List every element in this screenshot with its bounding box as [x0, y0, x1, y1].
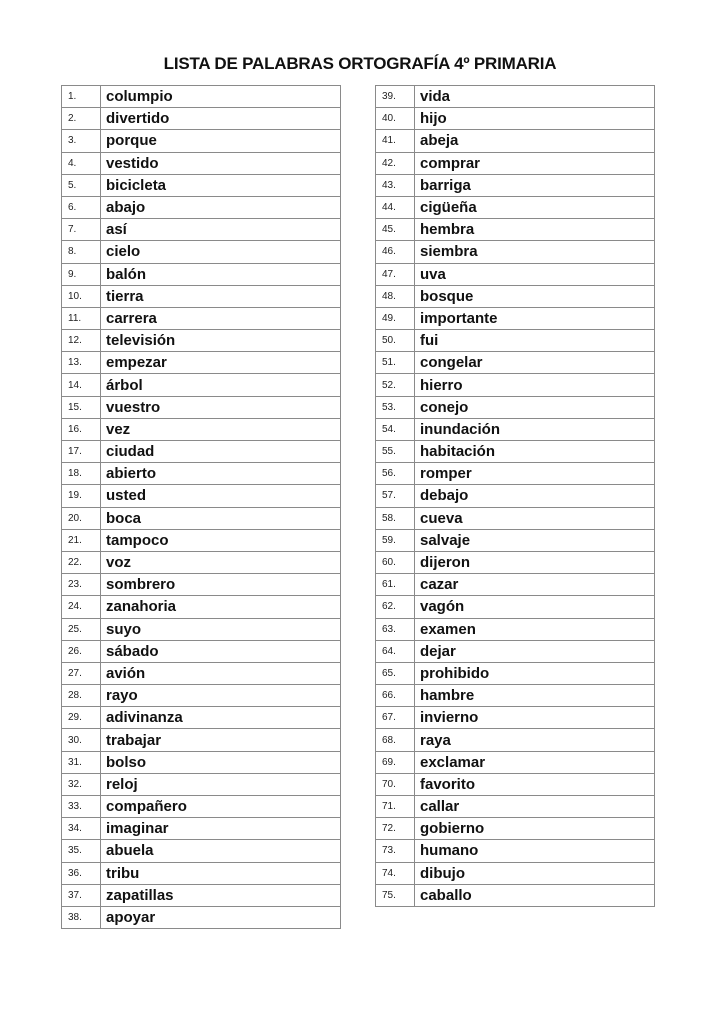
row-word: tierra [101, 285, 341, 307]
table-row [376, 618, 655, 640]
row-number: 6. [62, 196, 101, 218]
row-word: debajo [415, 485, 655, 507]
table-row [62, 840, 341, 862]
row-number: 58. [376, 507, 415, 529]
row-number: 65. [376, 662, 415, 684]
row-number: 61. [376, 574, 415, 596]
row-word: árbol [101, 374, 341, 396]
row-word: divertido [101, 108, 341, 130]
table-row [62, 196, 341, 218]
table-row [62, 507, 341, 529]
row-word: carrera [101, 307, 341, 329]
table-row [62, 685, 341, 707]
row-word: vez [101, 418, 341, 440]
row-number: 67. [376, 707, 415, 729]
table-row [376, 418, 655, 440]
word-list-right [376, 86, 655, 907]
row-word: exclamar [415, 751, 655, 773]
table-row [62, 574, 341, 596]
table-row [376, 574, 655, 596]
row-word: imaginar [101, 818, 341, 840]
row-word: dibujo [415, 862, 655, 884]
row-number: 51. [376, 352, 415, 374]
row-word: hambre [415, 685, 655, 707]
row-word: tribu [101, 862, 341, 884]
row-number: 56. [376, 463, 415, 485]
row-number: 14. [62, 374, 101, 396]
table-row [62, 463, 341, 485]
row-word: cazar [415, 574, 655, 596]
row-word: humano [415, 840, 655, 862]
table-row [376, 219, 655, 241]
row-number: 66. [376, 685, 415, 707]
row-number: 18. [62, 463, 101, 485]
row-word: caballo [415, 884, 655, 906]
table-row [62, 729, 341, 751]
row-word: boca [101, 507, 341, 529]
table-row [376, 818, 655, 840]
table-row [376, 86, 655, 108]
row-word: rayo [101, 685, 341, 707]
table-row [376, 707, 655, 729]
row-word: dejar [415, 640, 655, 662]
row-number: 22. [62, 551, 101, 573]
table-row [376, 507, 655, 529]
row-word: cigüeña [415, 196, 655, 218]
row-word: voz [101, 551, 341, 573]
table-row [62, 307, 341, 329]
row-number: 44. [376, 196, 415, 218]
row-word: dijeron [415, 551, 655, 573]
row-number: 40. [376, 108, 415, 130]
row-number: 23. [62, 574, 101, 596]
row-number: 7. [62, 219, 101, 241]
row-number: 29. [62, 707, 101, 729]
row-word: comprar [415, 152, 655, 174]
table-row [376, 862, 655, 884]
table-row [376, 196, 655, 218]
table-row [62, 130, 341, 152]
table-row [376, 773, 655, 795]
table-row [376, 529, 655, 551]
row-number: 74. [376, 862, 415, 884]
row-word: congelar [415, 352, 655, 374]
table-row [62, 640, 341, 662]
table-row [62, 241, 341, 263]
row-word: abierto [101, 463, 341, 485]
table-row [376, 840, 655, 862]
row-number: 21. [62, 529, 101, 551]
row-word: columpio [101, 86, 341, 108]
row-number: 54. [376, 418, 415, 440]
row-number: 57. [376, 485, 415, 507]
row-number: 17. [62, 441, 101, 463]
table-row [62, 152, 341, 174]
row-number: 10. [62, 285, 101, 307]
row-number: 27. [62, 662, 101, 684]
row-number: 71. [376, 796, 415, 818]
table-row [376, 729, 655, 751]
row-number: 4. [62, 152, 101, 174]
row-word: prohibido [415, 662, 655, 684]
row-number: 16. [62, 418, 101, 440]
row-word: invierno [415, 707, 655, 729]
row-word: ciudad [101, 441, 341, 463]
row-number: 39. [376, 86, 415, 108]
row-word: así [101, 219, 341, 241]
row-number: 32. [62, 773, 101, 795]
row-number: 9. [62, 263, 101, 285]
table-row [376, 751, 655, 773]
row-word: conejo [415, 396, 655, 418]
word-table-right [375, 85, 655, 907]
row-word: trabajar [101, 729, 341, 751]
table-row [376, 796, 655, 818]
row-number: 42. [376, 152, 415, 174]
row-word: balón [101, 263, 341, 285]
row-word: zapatillas [101, 884, 341, 906]
table-row [62, 219, 341, 241]
row-word: hijo [415, 108, 655, 130]
row-word: zanahoria [101, 596, 341, 618]
table-row [62, 86, 341, 108]
row-number: 11. [62, 307, 101, 329]
table-row [62, 374, 341, 396]
row-number: 20. [62, 507, 101, 529]
row-number: 45. [376, 219, 415, 241]
row-number: 13. [62, 352, 101, 374]
row-word: compañero [101, 796, 341, 818]
table-row [376, 685, 655, 707]
table-row [62, 662, 341, 684]
table-row [62, 596, 341, 618]
table-row [62, 174, 341, 196]
row-word: sábado [101, 640, 341, 662]
row-number: 24. [62, 596, 101, 618]
table-row [376, 330, 655, 352]
row-word: uva [415, 263, 655, 285]
table-row [62, 330, 341, 352]
row-number: 47. [376, 263, 415, 285]
row-word: bolso [101, 751, 341, 773]
table-row [376, 596, 655, 618]
row-word: examen [415, 618, 655, 640]
row-word: importante [415, 307, 655, 329]
table-row [62, 862, 341, 884]
table-row [62, 618, 341, 640]
row-word: porque [101, 130, 341, 152]
row-number: 49. [376, 307, 415, 329]
row-word: salvaje [415, 529, 655, 551]
table-row [62, 751, 341, 773]
row-word: abuela [101, 840, 341, 862]
table-row [376, 241, 655, 263]
row-number: 60. [376, 551, 415, 573]
table-row [376, 551, 655, 573]
row-number: 35. [62, 840, 101, 862]
row-number: 52. [376, 374, 415, 396]
row-word: cielo [101, 241, 341, 263]
table-row [62, 796, 341, 818]
row-number: 48. [376, 285, 415, 307]
row-number: 25. [62, 618, 101, 640]
row-number: 28. [62, 685, 101, 707]
table-row [376, 152, 655, 174]
row-number: 70. [376, 773, 415, 795]
row-number: 63. [376, 618, 415, 640]
row-number: 46. [376, 241, 415, 263]
row-word: vagón [415, 596, 655, 618]
table-row [62, 108, 341, 130]
table-row [376, 130, 655, 152]
row-number: 62. [376, 596, 415, 618]
row-word: usted [101, 485, 341, 507]
row-number: 1. [62, 86, 101, 108]
row-word: bosque [415, 285, 655, 307]
row-word: callar [415, 796, 655, 818]
row-number: 68. [376, 729, 415, 751]
row-word: cueva [415, 507, 655, 529]
row-number: 15. [62, 396, 101, 418]
row-word: suyo [101, 618, 341, 640]
row-word: gobierno [415, 818, 655, 840]
row-word: inundación [415, 418, 655, 440]
row-word: hierro [415, 374, 655, 396]
row-word: favorito [415, 773, 655, 795]
row-word: vuestro [101, 396, 341, 418]
row-word: abeja [415, 130, 655, 152]
row-word: habitación [415, 441, 655, 463]
table-row [62, 441, 341, 463]
row-number: 8. [62, 241, 101, 263]
table-row [376, 174, 655, 196]
row-number: 55. [376, 441, 415, 463]
row-number: 43. [376, 174, 415, 196]
row-number: 75. [376, 884, 415, 906]
row-word: romper [415, 463, 655, 485]
word-table-left [61, 85, 341, 929]
row-word: reloj [101, 773, 341, 795]
table-row [62, 707, 341, 729]
row-number: 36. [62, 862, 101, 884]
row-number: 31. [62, 751, 101, 773]
row-word: televisión [101, 330, 341, 352]
table-row [376, 463, 655, 485]
row-number: 73. [376, 840, 415, 862]
row-word: vestido [101, 152, 341, 174]
table-row [376, 307, 655, 329]
row-number: 64. [376, 640, 415, 662]
row-word: barriga [415, 174, 655, 196]
table-row [376, 485, 655, 507]
row-word: raya [415, 729, 655, 751]
row-number: 72. [376, 818, 415, 840]
table-row [62, 352, 341, 374]
row-number: 53. [376, 396, 415, 418]
table-row [62, 396, 341, 418]
table-row [62, 418, 341, 440]
row-word: siembra [415, 241, 655, 263]
row-number: 30. [62, 729, 101, 751]
table-row [376, 396, 655, 418]
row-word: hembra [415, 219, 655, 241]
table-row [376, 285, 655, 307]
table-row [62, 818, 341, 840]
table-row [62, 263, 341, 285]
row-word: fui [415, 330, 655, 352]
row-word: abajo [101, 196, 341, 218]
table-row [376, 352, 655, 374]
word-list-left [62, 86, 341, 929]
row-number: 5. [62, 174, 101, 196]
table-row [62, 551, 341, 573]
row-number: 50. [376, 330, 415, 352]
table-row [376, 884, 655, 906]
table-row [62, 906, 341, 928]
row-word: vida [415, 86, 655, 108]
table-row [376, 662, 655, 684]
table-row [62, 884, 341, 906]
row-word: avión [101, 662, 341, 684]
table-row [376, 263, 655, 285]
row-number: 69. [376, 751, 415, 773]
table-row [376, 374, 655, 396]
row-number: 33. [62, 796, 101, 818]
row-number: 59. [376, 529, 415, 551]
table-row [62, 485, 341, 507]
row-word: sombrero [101, 574, 341, 596]
row-number: 41. [376, 130, 415, 152]
table-row [62, 529, 341, 551]
row-number: 37. [62, 884, 101, 906]
row-word: tampoco [101, 529, 341, 551]
row-number: 2. [62, 108, 101, 130]
table-row [62, 285, 341, 307]
row-word: empezar [101, 352, 341, 374]
table-row [376, 441, 655, 463]
table-row [376, 108, 655, 130]
page-title: LISTA DE PALABRAS ORTOGRAFÍA 4º PRIMARIA [163, 54, 557, 73]
table-row [62, 773, 341, 795]
row-number: 26. [62, 640, 101, 662]
row-word: adivinanza [101, 707, 341, 729]
row-word: bicicleta [101, 174, 341, 196]
row-number: 3. [62, 130, 101, 152]
row-number: 12. [62, 330, 101, 352]
table-row [376, 640, 655, 662]
row-number: 38. [62, 906, 101, 928]
row-word: apoyar [101, 906, 341, 928]
row-number: 34. [62, 818, 101, 840]
row-number: 19. [62, 485, 101, 507]
